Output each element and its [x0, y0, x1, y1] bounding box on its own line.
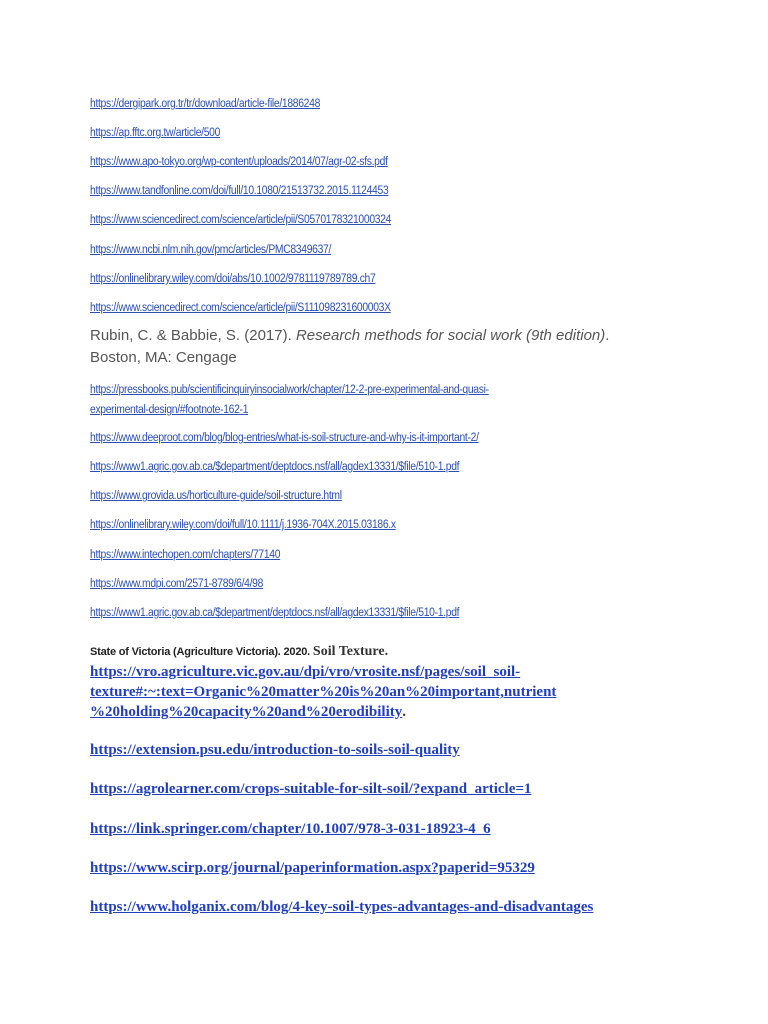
citation-publisher: Boston, MA: Cengage [90, 349, 237, 366]
reference-link[interactable]: https://www.holganix.com/blog/4-key-soil-types-advantages-and-disadvantages [90, 899, 594, 915]
reference-line [90, 240, 358, 258]
reference-line [90, 603, 500, 621]
victoria-link-block [90, 702, 406, 722]
victoria-title: Soil Texture. [312, 644, 389, 659]
reference-link[interactable]: https://onlinelibrary.wiley.com/doi/full/10.1111/j.1936-704X.2015.03186.x [90, 519, 396, 531]
pressbooks-link-line1[interactable]: https://pressbooks.pub/scientificinquiryinsocialwork/chapter/12-2-pre-experimental-and-quasi- [90, 384, 489, 396]
reference-line [90, 898, 593, 916]
reference-line [90, 486, 370, 504]
reference-line [90, 515, 430, 533]
reference-link[interactable]: https://onlinelibrary.wiley.com/doi/abs/10.1002/9781119789789.ch7 [90, 273, 376, 285]
reference-line [90, 457, 500, 475]
citation-authors: Rubin, C. & Babbie, S. (2017). [90, 327, 296, 344]
reference-line [90, 574, 282, 592]
reference-line [90, 123, 235, 141]
victoria-link-line1[interactable]: https://vro.agriculture.vic.gov.au/dpi/vro/vrosite.nsf/pages/soil_soil- [90, 664, 521, 680]
pressbooks-link-line2[interactable]: experimental-design/#footnote-162-1 [90, 404, 249, 416]
reference-link[interactable]: https://www.mdpi.com/2571-8789/6/4/98 [90, 578, 264, 590]
reference-link[interactable]: https://www.sciencedirect.com/science/article/pii/S0570178321000324 [90, 214, 392, 226]
reference-link[interactable]: https://www.ncbi.nlm.nih.gov/pmc/articles/PMC8349637/ [90, 244, 332, 256]
reference-line [90, 152, 421, 170]
reference-link[interactable]: https://link.springer.com/chapter/10.1007/978-3-031-18923-4_6 [90, 821, 491, 837]
reference-line [90, 545, 301, 563]
reference-link[interactable]: https://www.apo-tokyo.org/wp-content/uploads/2014/07/agr-02-sfs.pdf [90, 156, 388, 168]
reference-link[interactable]: https://www1.agric.gov.ab.ca/$department/deptdocs.nsf/all/agdex13331/$file/510-1.pdf [90, 607, 460, 619]
reference-line [90, 859, 535, 877]
victoria-link-block [90, 662, 520, 682]
reference-line [90, 380, 533, 398]
reference-link[interactable]: https://www.sciencedirect.com/science/article/pii/S111098231600003X [90, 302, 391, 314]
reference-link[interactable]: https://www.tandfonline.com/doi/full/10.1080/21513732.2015.1124453 [90, 185, 389, 197]
reference-line [90, 741, 460, 759]
reference-link[interactable]: https://www.grovida.us/horticulture-guide/soil-structure.html [90, 490, 342, 502]
reference-line [90, 269, 407, 287]
reference-line [90, 428, 522, 446]
reference-line [90, 181, 422, 199]
reference-line [90, 780, 531, 798]
reference-line [90, 298, 424, 316]
reference-link[interactable]: https://www.intechopen.com/chapters/77140 [90, 549, 281, 561]
reference-link[interactable]: https://www.scirp.org/journal/paperinformation.aspx?paperid=95329 [90, 860, 535, 876]
reference-link[interactable]: https://www1.agric.gov.ab.ca/$department/deptdocs.nsf/all/agdex13331/$file/510-1.pdf [90, 461, 460, 473]
victoria-citation [90, 642, 388, 660]
rubin-publisher [90, 347, 237, 368]
reference-link[interactable]: https://agrolearner.com/crops-suitable-for-silt-soil/?expand_article=1 [90, 781, 532, 797]
citation-title: Research methods for social work (9th edition) [295, 327, 606, 344]
reference-link[interactable]: https://ap.fftc.org.tw/article/500 [90, 127, 221, 139]
victoria-source: State of Victoria (Agriculture Victoria). 2020. [90, 646, 313, 658]
victoria-link-line2[interactable]: texture#:~:text=Organic%20matter%20is%20an%20important,nutrient [90, 684, 557, 700]
reference-line [90, 400, 266, 418]
reference-link[interactable]: https://extension.psu.edu/introduction-to-soils-soil-quality [90, 742, 460, 758]
reference-link[interactable]: https://www.deeproot.com/blog/blog-entries/what-is-soil-structure-and-why-is-it-important-2/ [90, 432, 479, 444]
rubin-citation [90, 325, 609, 346]
reference-line [90, 94, 346, 112]
reference-line [90, 210, 425, 228]
citation-tail: . [605, 327, 610, 344]
victoria-link-line3[interactable]: %20holding%20capacity%20and%20erodibility [90, 704, 403, 720]
reference-link[interactable]: https://dergipark.org.tr/tr/download/article-file/1886248 [90, 98, 321, 110]
reference-line [90, 820, 491, 838]
victoria-period: . [402, 704, 407, 720]
victoria-link-block [90, 682, 556, 702]
